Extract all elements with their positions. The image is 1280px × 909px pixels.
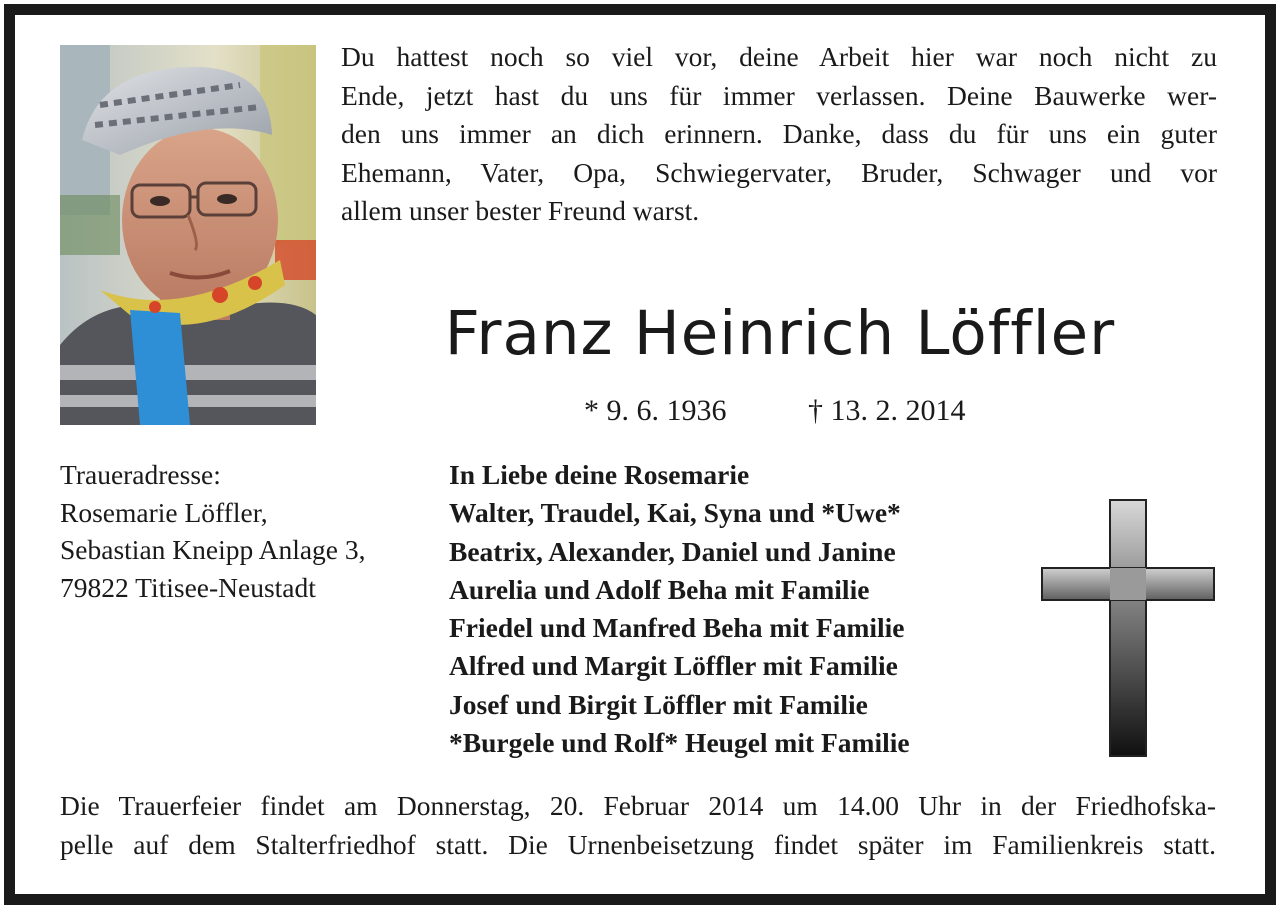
cross-icon [1040,498,1216,758]
address-line: 79822 Titisee-Neustadt [60,571,316,603]
intro-line: allem unser bester Freund warst. [341,195,700,226]
birth-date: * 9. 6. 1936 [584,394,727,427]
mourner-line: Josef und Birgit Löffler mit Familie [449,688,868,720]
mourners-list [449,456,1049,762]
mourner-line: Friedel und Manfred Beha mit Familie [449,612,905,644]
intro-line: den uns immer an dich erinnern. Danke, dass du für uns ein guter [341,118,1217,149]
intro-line: Ende, jetzt hast du uns für immer verlassen. Deine Bauwerke wer- [341,79,1217,111]
mourner-line: Aurelia und Adolf Beha mit Familie [449,573,870,605]
address-line: Sebastian Kneipp Anlage 3, [60,534,366,565]
address-line: Traueradresse: [60,459,221,490]
funeral-details [60,787,1216,864]
mourner-line: *Burgele und Rolf* Heugel mit Familie [449,727,910,759]
mourning-address [60,456,440,606]
intro-line: Ehemann, Vater, Opa, Schwiegervater, Bruder, Schwager und vor [341,156,1217,188]
mourner-line: Beatrix, Alexander, Daniel und Janine [449,535,896,567]
portrait-photo [60,45,316,425]
intro-text [341,38,1217,231]
deceased-name: Franz Heinrich Löffler [444,298,1116,369]
footer-line: Die Trauerfeier findet am Donnerstag, 20. Februar 2014 um 14.00 Uhr in der Friedhofska- [60,790,1216,821]
mourner-line: In Liebe deine Rosemarie [449,459,750,490]
mourner-line: Alfred und Margit Löffler mit Familie [449,650,898,682]
intro-line: Du hattest noch so viel vor, deine Arbeit hier war noch nicht zu [341,41,1217,72]
footer-line: pelle auf dem Stalterfriedhof statt. Die Urnenbeisetzung findet später im Familienkreis statt. [60,828,1216,860]
address-line: Rosemarie Löffler, [60,496,268,528]
death-date: † 13. 2. 2014 [808,394,966,427]
mourner-line: Walter, Traudel, Kai, Syna und *Uwe* [449,497,901,529]
